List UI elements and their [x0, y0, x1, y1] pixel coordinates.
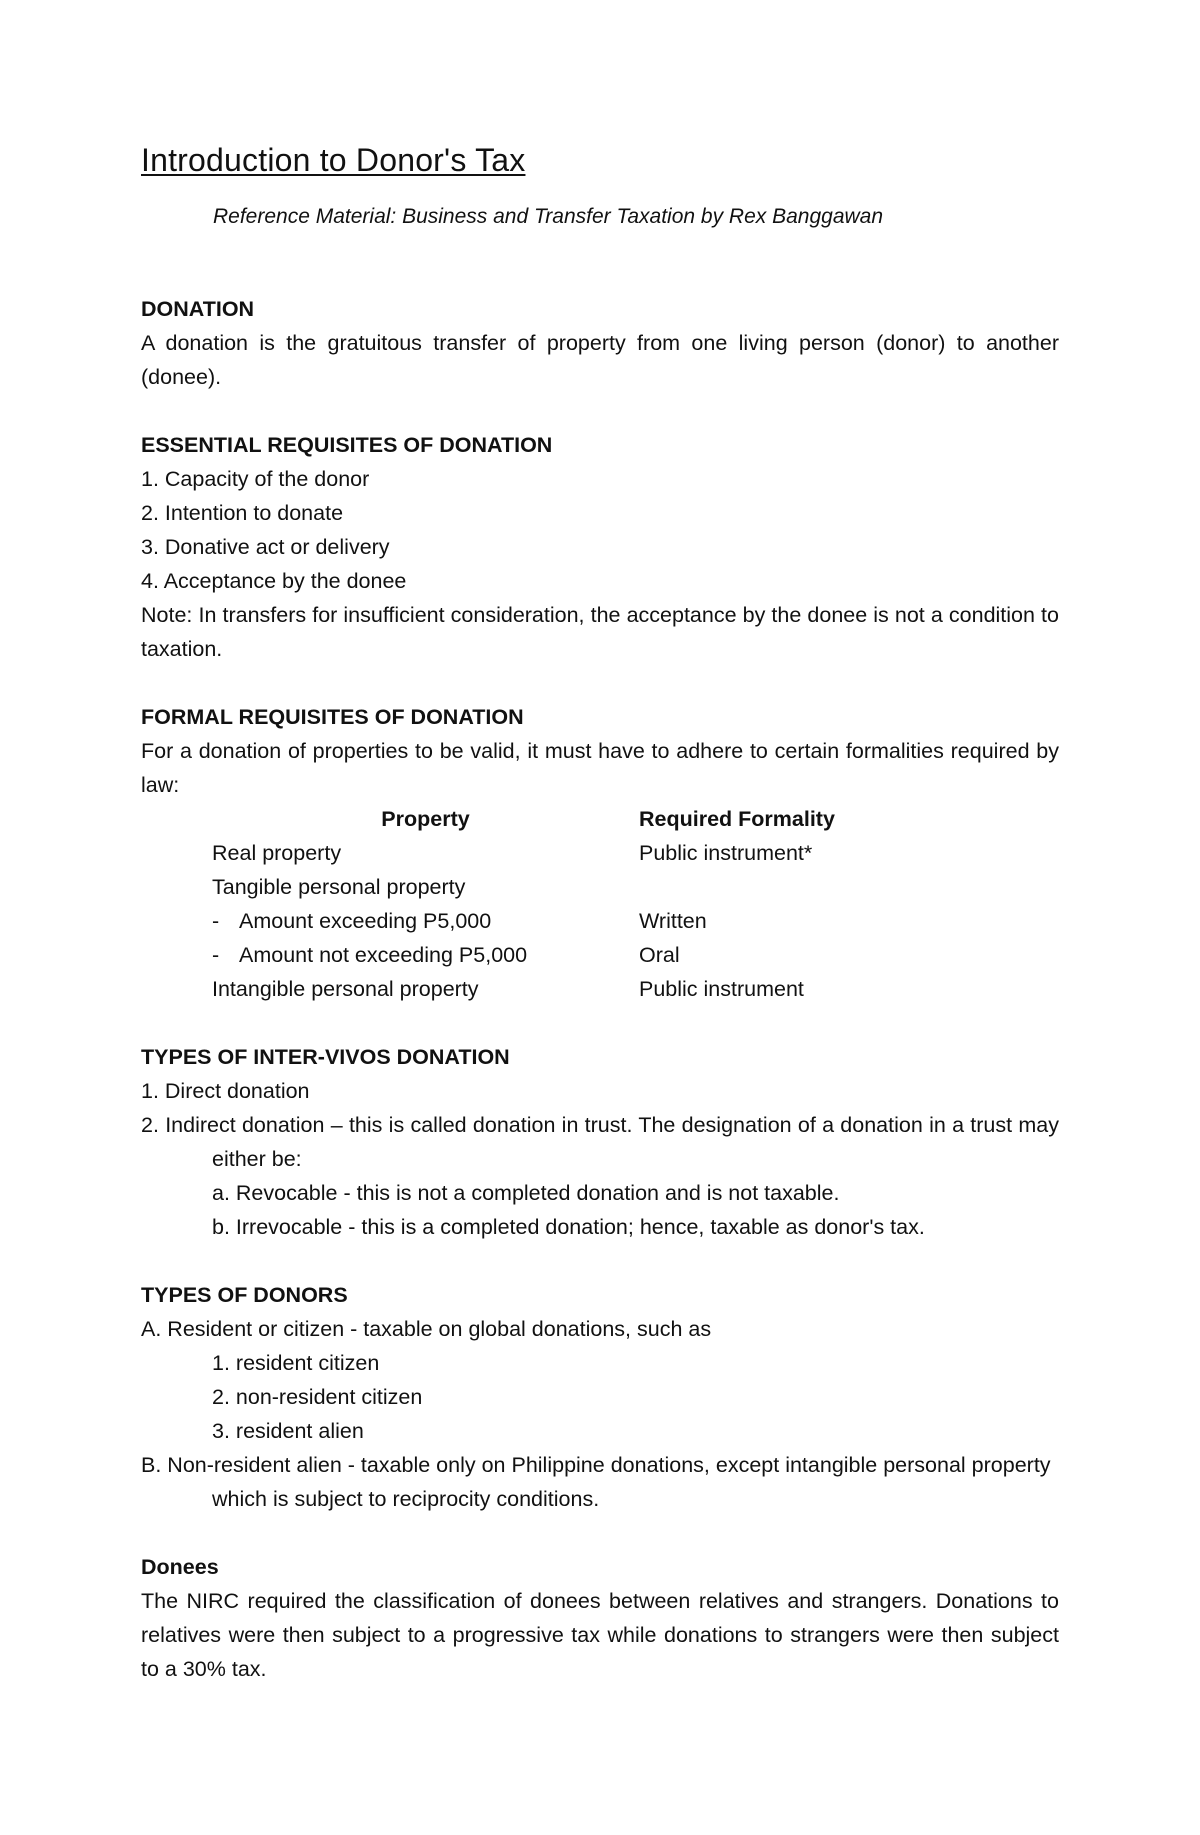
formality-cell: Oral [639, 943, 680, 967]
donation-definition: A donation is the gratuitous transfer of property from one living person (donor) to another (donee). [141, 331, 1059, 389]
list-item: B. Non-resident alien - taxable only on Philippine donations, except intangible personal property which is subject to reciprocity conditions. [141, 1453, 1051, 1511]
property-cell: - Amount not exceeding P5,000 [212, 938, 639, 972]
list-item: 2. Indirect donation – this is called donation in trust. The designation of a donation in a trust may either be: [141, 1113, 1059, 1171]
section-heading-donees: Donees [141, 1555, 219, 1579]
reference-material: Reference Material: Business and Transfer Taxation by Rex Banggawan [213, 205, 884, 228]
table-row [212, 972, 1059, 1006]
section-heading-essential-requisites: ESSENTIAL REQUISITES OF DONATION [141, 433, 553, 457]
formality-cell: Public instrument* [639, 841, 813, 865]
list-item: 1. Direct donation [141, 1079, 310, 1103]
table-row [212, 938, 1059, 972]
property-cell: Real property [212, 841, 342, 865]
sub-list-item: a. Revocable - this is not a completed donation and is not taxable. [212, 1181, 840, 1205]
formality-table [212, 802, 1059, 1006]
list-item: 1. Capacity of the donor [141, 467, 370, 491]
section-heading-inter-vivos: TYPES OF INTER-VIVOS DONATION [141, 1045, 510, 1069]
section-heading-donation: DONATION [141, 297, 255, 321]
section-heading-formal-requisites: FORMAL REQUISITES OF DONATION [141, 705, 524, 729]
document-body [141, 292, 1059, 1686]
document-title: Introduction to Donor's Tax [141, 142, 526, 178]
list-item: 3. Donative act or delivery [141, 535, 390, 559]
list-item: 2. Intention to donate [141, 501, 344, 525]
table-row [212, 836, 1059, 870]
column-header-property: Property [381, 807, 470, 831]
table-row [212, 870, 1059, 904]
formality-cell [639, 870, 1059, 904]
sub-list-item: 2. non-resident citizen [212, 1385, 423, 1409]
list-item: 4. Acceptance by the donee [141, 569, 407, 593]
table-row [212, 904, 1059, 938]
list-item: A. Resident or citizen - taxable on global donations, such as [141, 1317, 712, 1341]
section-heading-donors: TYPES OF DONORS [141, 1283, 348, 1307]
property-cell: - Amount exceeding P5,000 [212, 904, 639, 938]
property-cell: Intangible personal property [212, 977, 479, 1001]
formality-cell: Written [639, 909, 707, 933]
table-header-row [212, 802, 1059, 836]
column-header-required-formality: Required Formality [639, 807, 835, 831]
sub-list-item: 3. resident alien [212, 1419, 364, 1443]
dash-marker: - [212, 909, 220, 933]
sub-list-item: 1. resident citizen [212, 1351, 380, 1375]
formal-requisites-intro: For a donation of properties to be valid, it must have to adhere to certain formalities required by law: [141, 739, 1059, 797]
donees-paragraph: The NIRC required the classification of donees between relatives and strangers. Donations to relatives were then subject to a progressive tax while donations to strangers were then subject to a 30% tax. [141, 1589, 1059, 1681]
property-cell: Tangible personal property [212, 875, 466, 899]
dash-marker: - [212, 943, 220, 967]
sub-list-item: b. Irrevocable - this is a completed donation; hence, taxable as donor's tax. [212, 1215, 925, 1239]
formality-cell: Public instrument [639, 977, 804, 1001]
acceptance-note: Note: In transfers for insufficient consideration, the acceptance by the donee is not a condition to taxation. [141, 603, 1059, 661]
